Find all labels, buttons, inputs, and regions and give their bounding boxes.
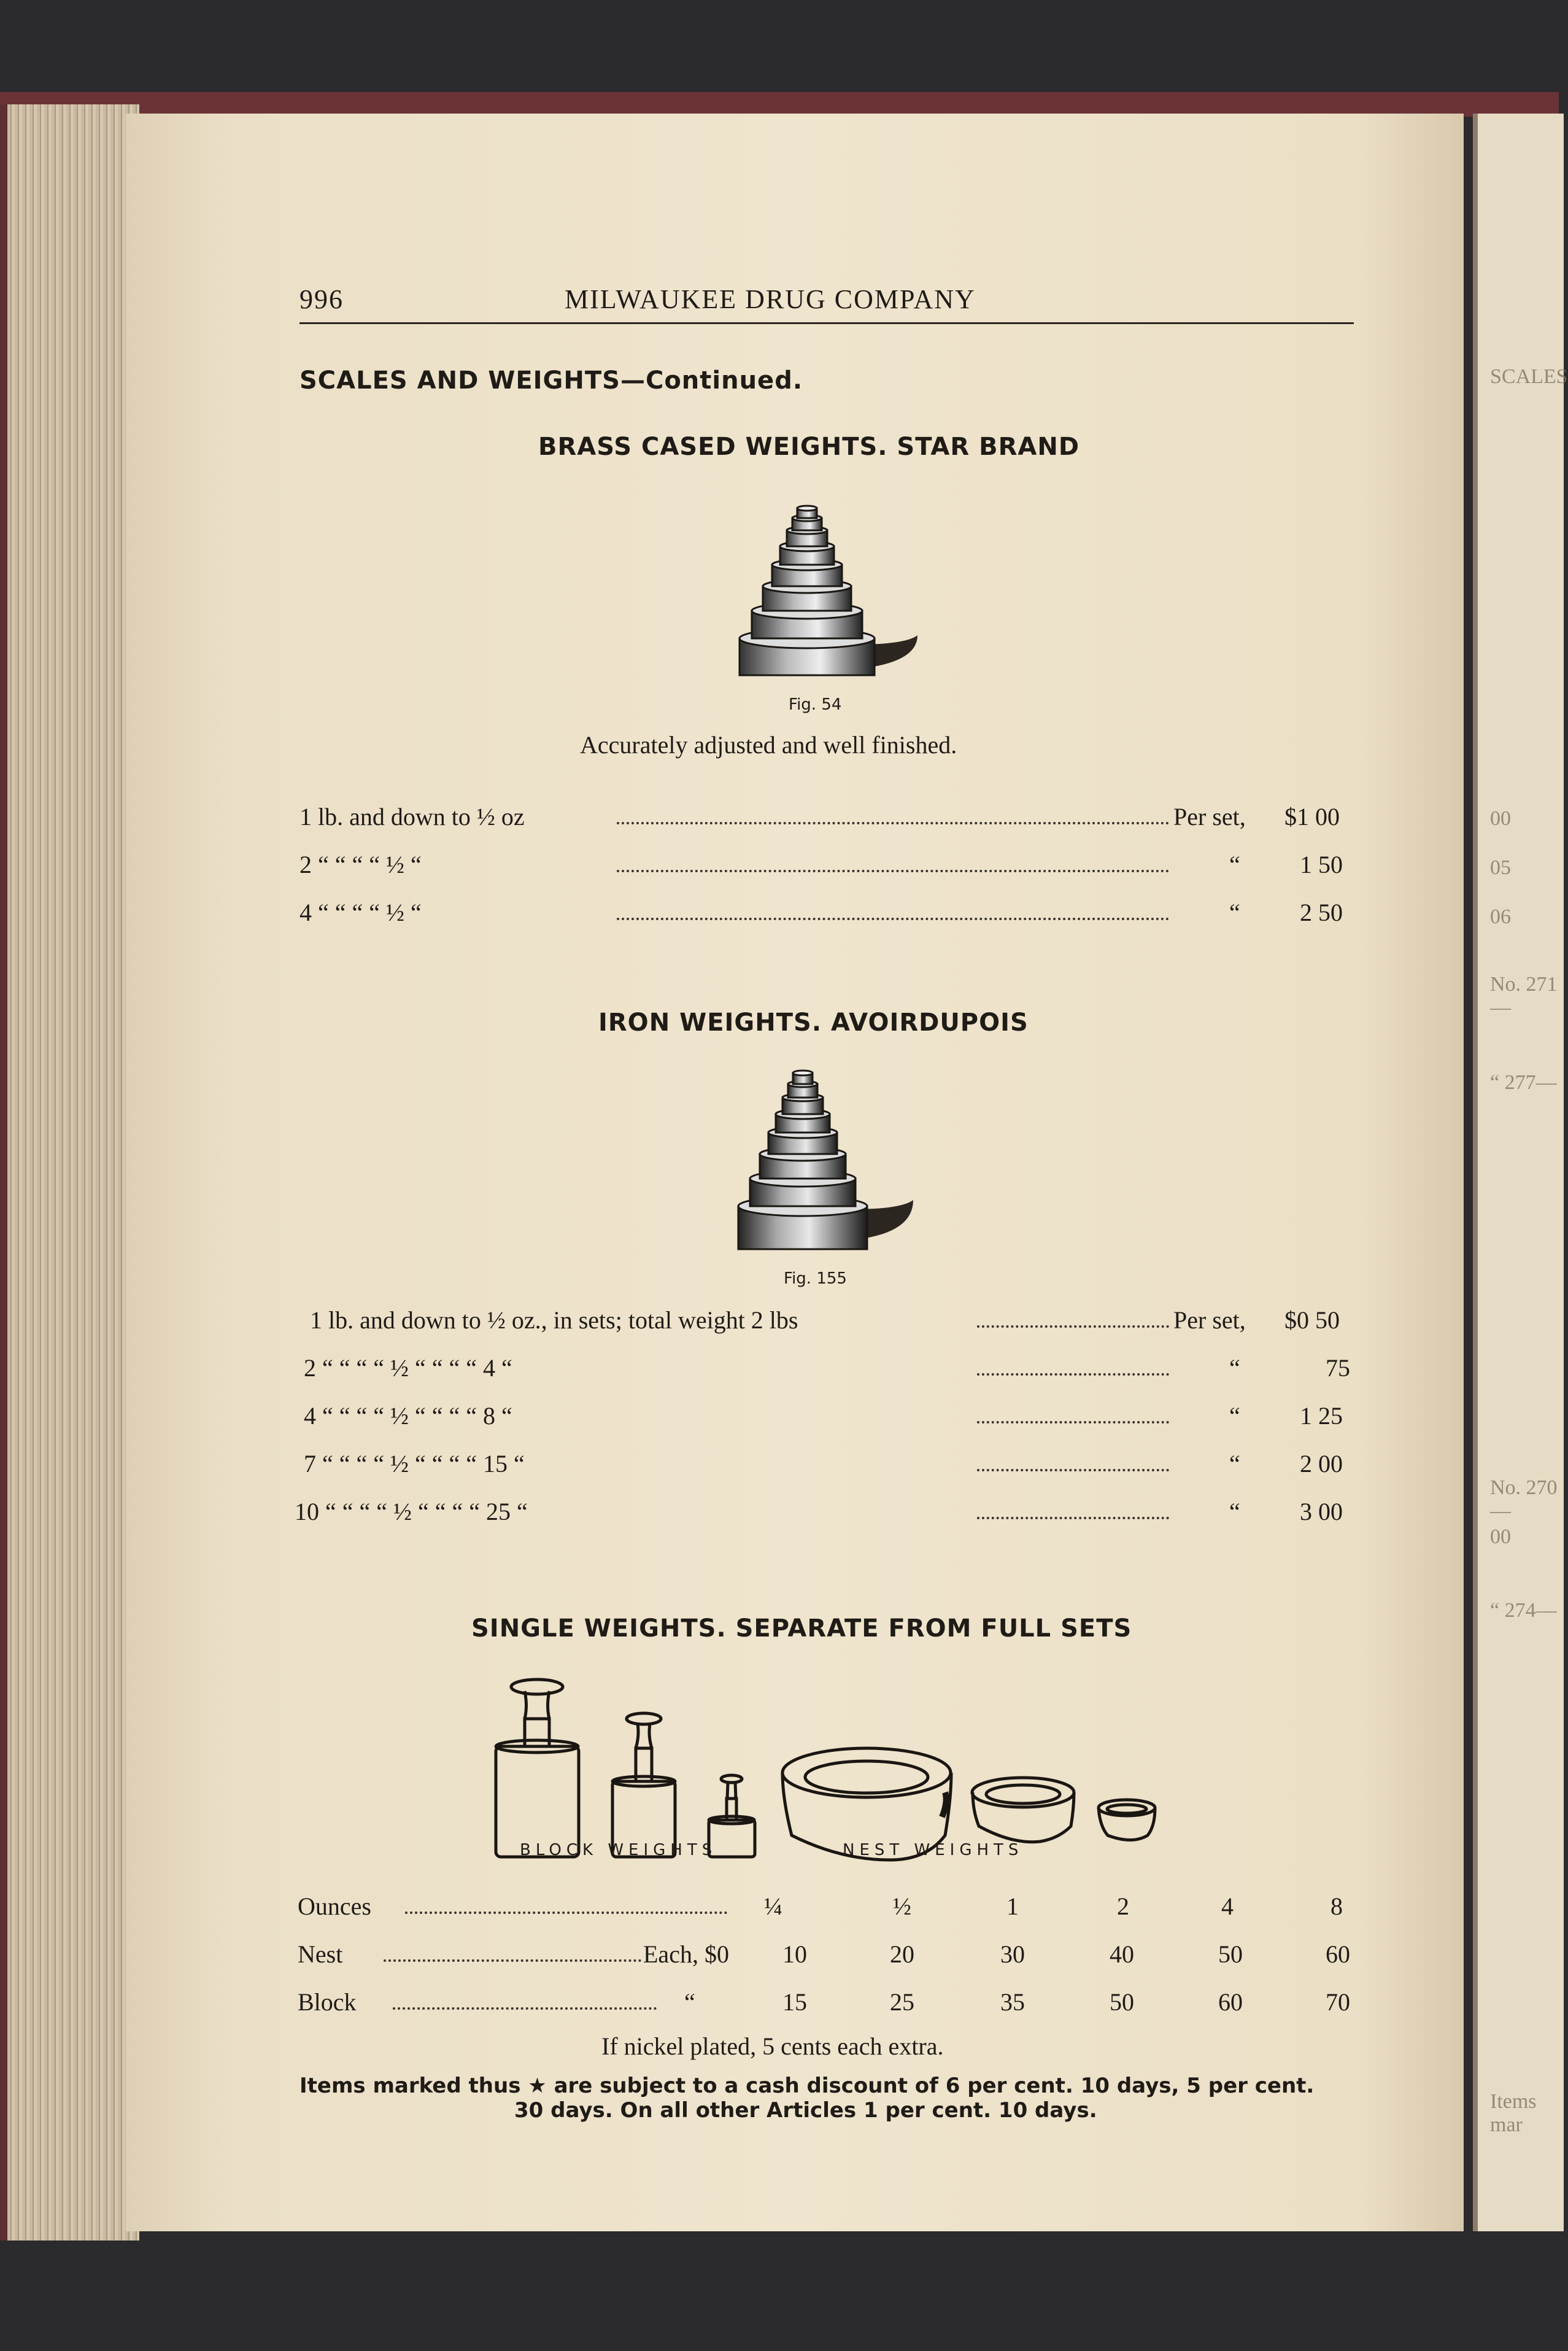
leader-dots [977, 1323, 1169, 1328]
ounces-value: 2 [1117, 1892, 1129, 1920]
leader-dots [405, 1909, 727, 1914]
iron-row-desc: 7 “ “ “ “ ½ “ “ “ “ 15 “ [304, 1450, 525, 1478]
next-page-fragment: 06 [1490, 905, 1511, 928]
nest-price: 10 [782, 1940, 807, 1968]
nest-label: Nest [298, 1940, 343, 1968]
discount-footer-line1: Items marked thus ★ are subject to a cash discount of 6 per cent. 10 days, 5 per cent. [299, 2074, 1315, 2098]
iron-row-price: 3 00 [1300, 1498, 1343, 1525]
block-price: 70 [1326, 1988, 1350, 2016]
brass-row-label: Per set, [1173, 803, 1246, 831]
block-price: 60 [1218, 1988, 1243, 2016]
nest-price: 40 [1110, 1940, 1134, 1968]
nest-price: 50 [1218, 1940, 1243, 1968]
iron-row-label: “ [1229, 1354, 1240, 1382]
next-page-fragment: 00 [1490, 807, 1511, 830]
book-cover-edge [0, 92, 1559, 117]
iron-row-desc: 4 “ “ “ “ ½ “ “ “ “ 8 “ [304, 1402, 512, 1430]
iron-row-price: 75 [1326, 1354, 1350, 1382]
iron-row-label: “ [1229, 1498, 1240, 1525]
ounces-value: ½ [893, 1892, 911, 1920]
leader-dots [617, 867, 1169, 872]
brass-row-label: “ [1229, 899, 1240, 926]
iron-row-price: 2 00 [1300, 1450, 1343, 1478]
iron-fig-caption: Fig. 155 [784, 1269, 847, 1288]
block-price: 25 [890, 1988, 914, 2016]
brass-row-desc: 2 “ “ “ “ ½ “ [299, 851, 422, 878]
brass-description: Accurately adjusted and well finished. [580, 731, 957, 759]
brass-row-price: $1 00 [1284, 803, 1340, 831]
iron-heading: IRON WEIGHTS. AVOIRDUPOIS [598, 1009, 1029, 1037]
nickel-note: If nickel plated, 5 cents each extra. [601, 2032, 944, 2060]
leader-dots [393, 2005, 657, 2010]
single-heading: SINGLE WEIGHTS. SEPARATE FROM FULL SETS [471, 1614, 1132, 1643]
block-and-nest-weights-illustration [485, 1676, 1166, 1860]
brass-row-desc: 4 “ “ “ “ ½ “ [299, 899, 422, 926]
block-price: 15 [782, 1988, 807, 2016]
iron-row-label: Per set, [1173, 1306, 1246, 1334]
leader-dots [384, 1957, 641, 1962]
brass-row-price: 2 50 [1300, 899, 1343, 926]
next-page-fragment: No. 271— [1490, 973, 1558, 1019]
leader-dots [977, 1514, 1169, 1519]
nest-price: 20 [890, 1940, 914, 1968]
nest-price: 30 [1000, 1940, 1025, 1968]
iron-row-desc: 10 “ “ “ “ ½ “ “ “ “ 25 “ [295, 1498, 528, 1525]
next-page-fragment: “ 274— [1490, 1599, 1557, 1622]
iron-row-price: 1 25 [1300, 1402, 1343, 1430]
next-page-fragment: “ 277— [1490, 1071, 1557, 1094]
nest-each-label: Each, $0 [643, 1940, 729, 1968]
next-page-fragment: SCALES [1490, 365, 1568, 388]
brass-row-desc: 1 lb. and down to ½ oz [299, 803, 525, 831]
brass-weights-illustration [733, 503, 930, 687]
iron-weights-illustration [735, 1062, 919, 1265]
leader-dots [617, 915, 1169, 920]
brass-fig-caption: Fig. 54 [789, 695, 842, 714]
block-price: 35 [1000, 1988, 1025, 2016]
brass-row-label: “ [1229, 851, 1240, 878]
iron-row-label: “ [1229, 1450, 1240, 1478]
leader-dots [977, 1466, 1169, 1471]
ounces-value: 8 [1330, 1892, 1343, 1920]
ounces-value: ¼ [764, 1892, 782, 1920]
nest-price: 60 [1326, 1940, 1350, 1968]
ounces-label: Ounces [298, 1892, 371, 1920]
next-page-fragment: Items mar [1490, 2090, 1537, 2136]
discount-footer-line2: 30 days. On all other Articles 1 per cent. 10 days. [514, 2098, 1097, 2123]
leader-dots [617, 819, 1169, 824]
nest-weights-label: NEST WEIGHTS [843, 1841, 1024, 1859]
iron-row-price: $0 50 [1284, 1306, 1340, 1334]
running-head-company: MILWAUKEE DRUG COMPANY [565, 284, 976, 314]
iron-row-desc: 2 “ “ “ “ ½ “ “ “ “ 4 “ [304, 1354, 512, 1382]
next-page-fragment: 00 [1490, 1525, 1511, 1548]
block-price: 50 [1110, 1988, 1134, 2016]
leader-dots [977, 1371, 1169, 1376]
section-title: SCALES AND WEIGHTS—Continued. [299, 366, 803, 395]
iron-row-desc: 1 lb. and down to ½ oz., in sets; total weight 2 lbs [310, 1306, 798, 1334]
brass-heading: BRASS CASED WEIGHTS. STAR BRAND [538, 433, 1080, 461]
block-weights-label: BLOCK WEIGHTS [520, 1841, 717, 1859]
next-page-fragment: 05 [1490, 856, 1511, 879]
iron-row-label: “ [1229, 1402, 1240, 1430]
brass-row-price: 1 50 [1300, 851, 1343, 878]
next-page-edge [1473, 114, 1568, 2231]
page-stack-edge [0, 104, 139, 2241]
block-ditto: “ [684, 1988, 695, 2016]
block-label: Block [298, 1988, 357, 2016]
leader-dots [977, 1419, 1169, 1423]
next-page-fragment: No. 270— [1490, 1476, 1558, 1522]
ounces-value: 4 [1221, 1892, 1234, 1920]
header-rule [299, 322, 1354, 324]
page-number: 996 [299, 284, 344, 314]
ounces-value: 1 [1006, 1892, 1019, 1920]
